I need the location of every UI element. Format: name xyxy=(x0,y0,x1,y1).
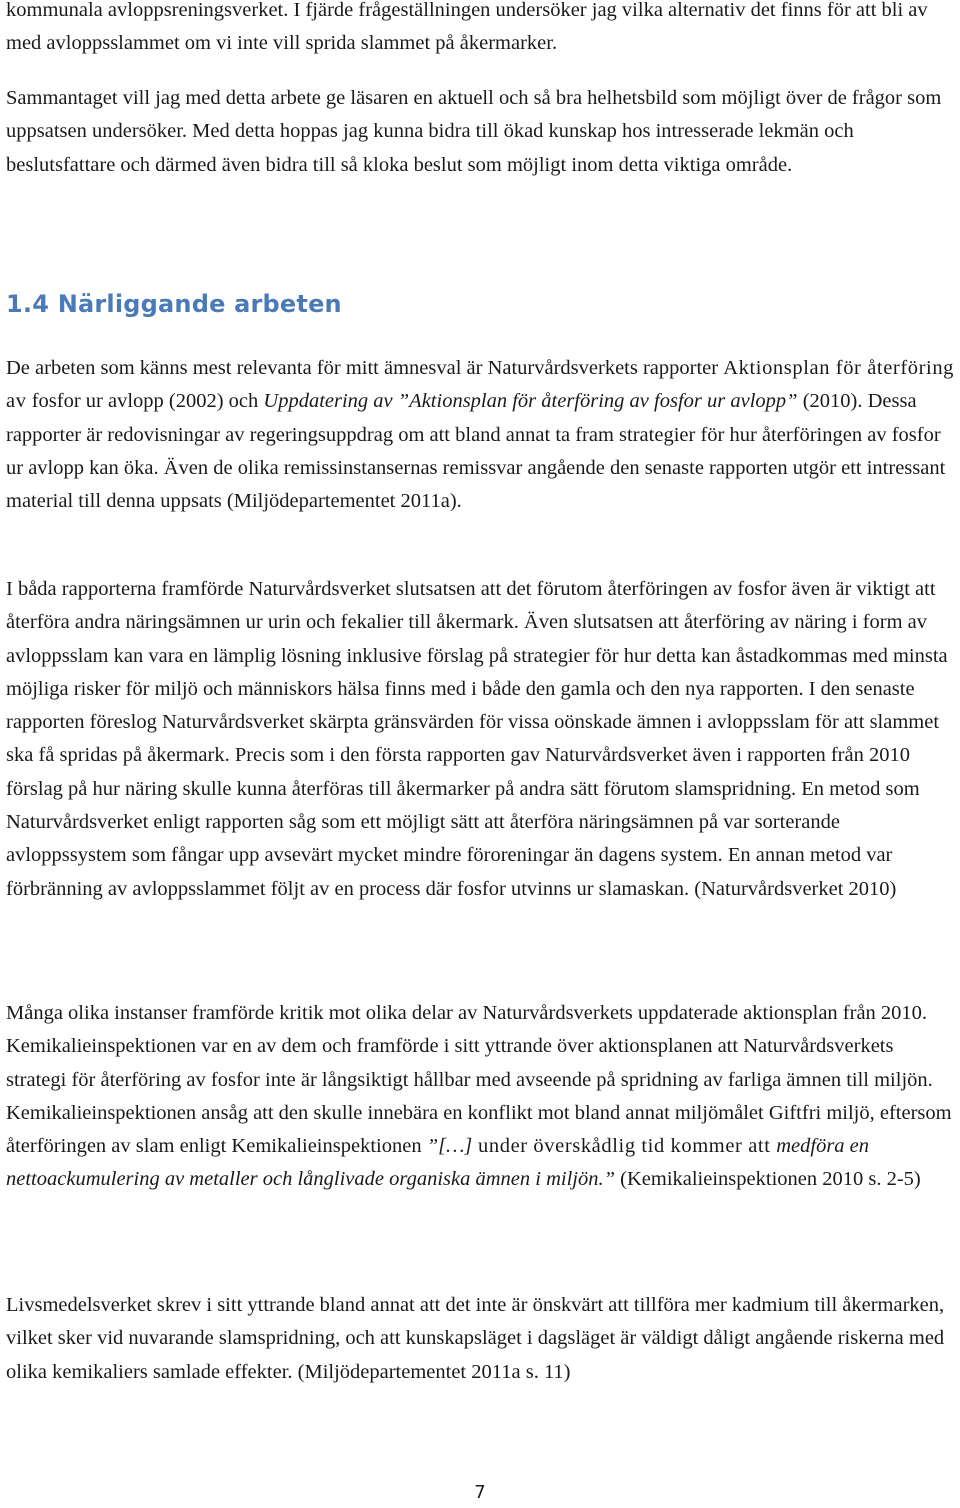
paragraph-reports-conclusions: I båda rapporterna framförde Naturvårdsverket slutsatsen att det förutom återföringen av fosfor även är viktigt att återföra andra näringsämnen ur urin och fekalier till åkermark. Även slutsatsen att återföring av näring i form av avloppsslam kan vara en lämplig lösning inklusive förslag på strategier för hur detta kan åstadkommas med minsta möjliga risker för miljö och människors hälsa finns med i både den gamla och den nya rapporten. I den senaste rapporten föreslog Naturvårdsverket skärpta gränsvärden för vissa oönskade ämnen i avloppsslam för att slammet ska få spridas på åkermark. Precis som i den första rapporten gav Naturvårdsverket även i rapporten från 2010 förslag på hur näring skulle kunna återföras till åkermarker på andra sätt förutom slamspridning. En metod som Naturvårdsverket enligt rapporten såg som ett möjligt sätt att återföra näringsämnen på var sorterande avloppssystem som fångar upp avsevärt mycket mindre föroreningar än dagens system. En annan metod var förbränning av avloppsslammet följt av en process där fosfor utvinns ur slamaskan. (Naturvårdsverket 2010) xyxy=(6,578,948,900)
related-work-italic-title: Uppdatering av ”Aktionsplan för återföring av fosfor ur avlopp” xyxy=(263,390,798,413)
page-number: 7 xyxy=(474,1482,486,1503)
criticism-text-1: Många olika instanser framförde kritik mot olika delar av Naturvårdsverkets uppdaterade aktionsplan från 2010. Kemikalieinspektionen var en av dem och framförde i sitt yttrande över aktionsplanen att Naturvårdsverkets strategi för återföring av fosfor inte är långsiktigt hållbar med avseende på spridning av farliga ämnen till miljön. Kemikalieinspektionen ansåg att den skulle innebära en konflikt mot bland annat miljömålet Giftfri miljö, eftersom återföringen av slam enligt Kemikalieinspektionen xyxy=(6,1002,952,1158)
related-work-text-2: fosfor ur avlopp (2002) och xyxy=(26,390,264,413)
section-title: Närliggande arbeten xyxy=(57,290,342,318)
related-work-report-title: Aktionsplan för återföring av xyxy=(6,357,955,413)
related-work-text-1: De arbeten som känns mest relevanta för mitt ämnesval är Naturvårdsverkets rapporter xyxy=(6,357,719,379)
paragraph-intro-continued: kommunala avloppsreningsverket. I fjärde frågeställningen undersöker jag vilka alternativ det finns för att bli av med avloppsslammet om vi inte vill sprida slammet på åkermarker. xyxy=(6,0,928,55)
paragraph-criticism xyxy=(6,997,956,1197)
paragraph-related-work xyxy=(6,352,956,518)
criticism-quote-end: medföra en nettoackumulering av metaller och långlivade organiska ämnen i miljön.” xyxy=(6,1135,870,1191)
criticism-citation: (Kemikalieinspektionen 2010 s. 2-5) xyxy=(615,1168,921,1191)
criticism-quote-middle: under överskådlig tid kommer att xyxy=(472,1135,777,1158)
paragraph-summary: Sammantaget vill jag med detta arbete ge läsaren en aktuell och så bra helhetsbild som möjligt över de frågor som uppsatsen undersöker. Med detta hoppas jag kunna bidra till ökad kunskap hos intresserade lekmän och beslutsfattare och därmed även bidra till så kloka beslut som möjligt inom detta viktiga område. xyxy=(6,87,942,176)
paragraph-livsmedelsverket: Livsmedelsverket skrev i sitt yttrande bland annat att det inte är önskvärt att tillföra mer kadmium till åkermarken, vilket sker vid nuvarande slamspridning, och att kunskapsläget i dagsläget är väldigt dåligt angående riskerna med olika kemikaliers samlade effekter. (Miljödepartementet 2011a s. 11) xyxy=(6,1294,945,1383)
section-heading xyxy=(6,290,342,318)
criticism-quote-start: ”[…] xyxy=(426,1135,473,1158)
section-number: 1.4 xyxy=(6,290,50,318)
related-work-text-3: (2010). Dessa rapporter är redovisningar av regeringsuppdrag om att bland annat ta fram strategier för hur återföringen av fosfor ur avlopp kan öka. Även de olika remissinstansernas remissvar angående den senaste rapporten utgör ett intressant material till denna uppsats (Miljödepartementet 2011a). xyxy=(6,390,946,513)
